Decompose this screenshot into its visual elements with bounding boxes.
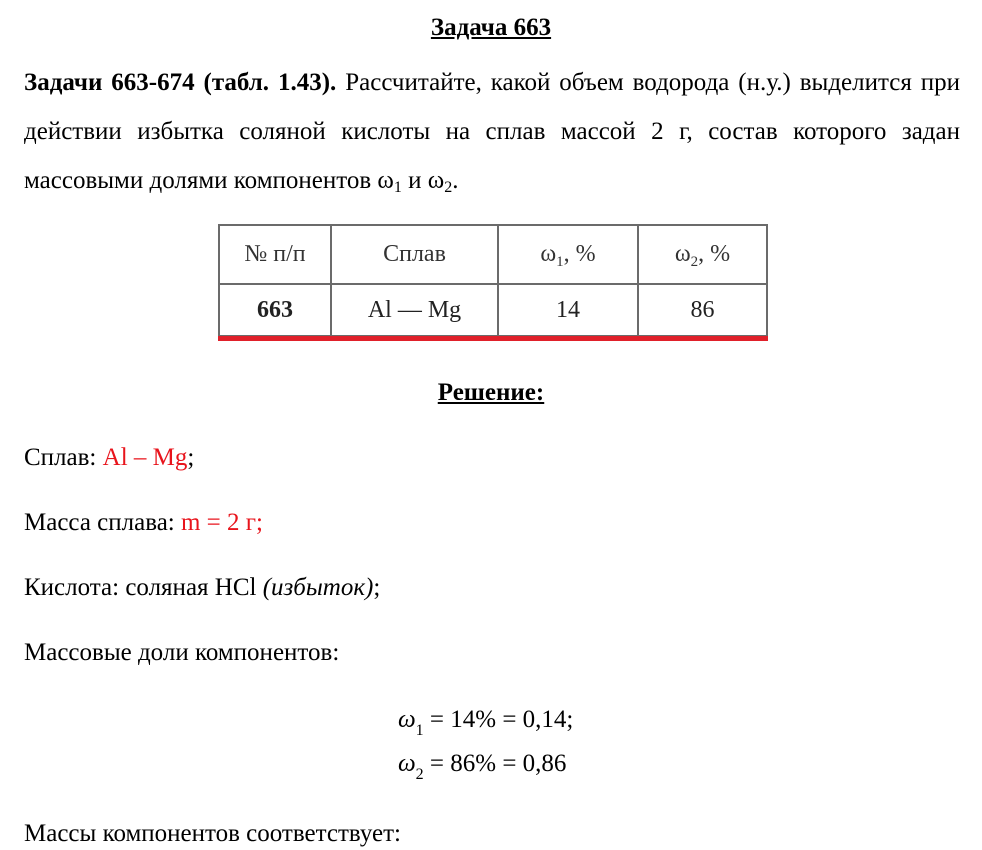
- problem-end: .: [452, 167, 459, 194]
- problem-title: Задача 663: [430, 14, 552, 41]
- omega1-subscript: 1: [393, 179, 402, 196]
- mass-value: m = 2 г;: [180, 509, 263, 536]
- fractions-label: Массовые доли компонентов:: [24, 639, 340, 666]
- mass-line: [24, 507, 263, 539]
- solution-title: Решение:: [437, 379, 545, 406]
- alloy-label: Сплав:: [24, 444, 103, 471]
- alloy-line: Сплав: Al – Mg;: [24, 444, 195, 471]
- alloy-value: Al – Mg: [102, 444, 188, 471]
- header-omega2: $\omega_2$, %: [638, 225, 767, 284]
- formula-omega2: $\omega_2 = 86\% = 0,86$: [398, 750, 567, 783]
- mass-label: Масса сплава:: [24, 509, 181, 536]
- masses-line: Массы компонентов соответствует:: [24, 820, 401, 847]
- problem-text: Рассчитайте, какой объем водорода (н.у.) выделится при действии избытка соляной кислоты на сплав массой 2 г, состав которого задан массовыми долями компонентов ω: [24, 69, 961, 194]
- header-omega1: $\omega_1$, %: [498, 225, 638, 284]
- data-table: [218, 224, 768, 337]
- cell-omega2: 86: [638, 284, 767, 336]
- problem-and: и ω: [401, 167, 445, 194]
- data-table-image: [218, 224, 768, 340]
- omega2-subscript: 2: [444, 179, 453, 196]
- table-header-row: [219, 225, 767, 284]
- cell-omega1: 14: [498, 284, 638, 336]
- acid-label: Кислота: соляная HCl: [24, 574, 263, 601]
- table-row: [219, 284, 767, 336]
- problem-statement: [24, 58, 960, 205]
- problem-lead: Задачи 663-674 (табл. 1.43).: [24, 69, 337, 96]
- cell-number: 663: [219, 284, 331, 336]
- formula-omega1: $\omega_1 = 14\% = 0,14$;: [398, 706, 574, 739]
- cell-alloy: Al — Mg: [331, 284, 498, 336]
- acid-note: (избыток): [262, 574, 374, 601]
- table-accent-rule: [218, 336, 768, 341]
- acid-line: Кислота: соляная HCl (избыток);: [24, 574, 381, 601]
- header-alloy: Сплав: [331, 225, 498, 284]
- header-number: № п/п: [219, 225, 331, 284]
